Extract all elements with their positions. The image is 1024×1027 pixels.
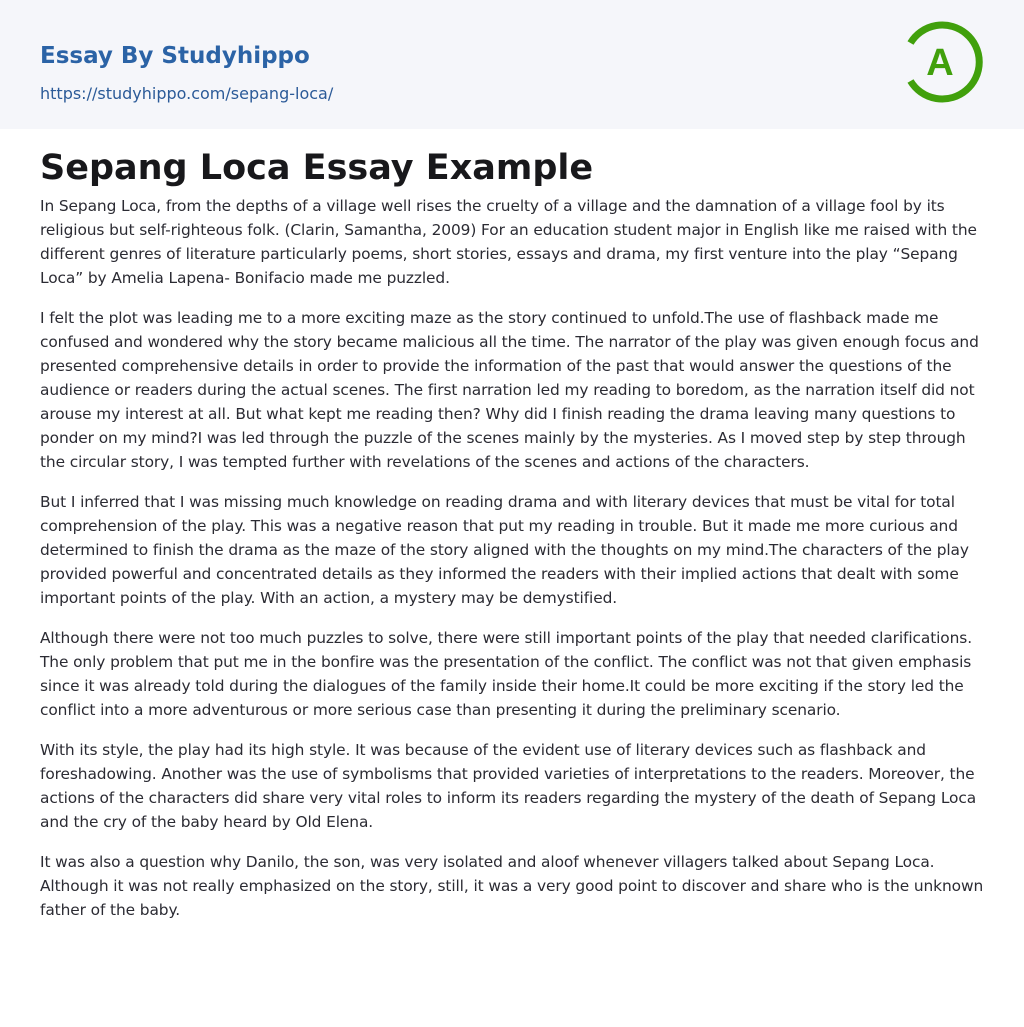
- site-title: Essay By Studyhippo: [40, 43, 310, 69]
- paragraph-2: I felt the plot was leading me to a more exciting maze as the story continued to unfold.The use of flashback made me confused and wondered why the story became malicious all the time. The narrator of the play was given enough focus and presented comprehensive details in order to provide the information of the past that would answer the questions of the audience or readers during the actual scenes. The first narration led my reading to boredom, as the narration itself did not arouse my interest at all. But what kept me reading then? Why did I finish reading the drama leaving many questions to ponder on my mind?I was led through the puzzle of the scenes mainly by the mysteries. As I moved step by step through the circular story, I was tempted further with revelations of the scenes and actions of the characters.: [40, 309, 979, 471]
- page-url-link[interactable]: https://studyhippo.com/sepang-loca/: [40, 84, 334, 103]
- paragraph-1: In Sepang Loca, from the depths of a village well rises the cruelty of a village and the damnation of a village fool by its religious but self-righteous folk. (Clarin, Samantha, 2009) For an education student major in English like me raised with the different genres of literature particularly poems, short stories, essays and drama, my first venture into the play “Sepang Loca” by Amelia Lapena- Bonifacio made me puzzled.: [40, 197, 977, 287]
- paragraph-5: With its style, the play had its high style. It was because of the evident use of literary devices such as flashback and foreshadowing. Another was the use of symbolisms that provided varieties of interpretations to the readers. Moreover, the actions of the characters did share very vital roles to inform its readers regarding the mystery of the death of Sepang Loca and the cry of the baby heard by Old Elena.: [40, 741, 977, 831]
- paragraph-4: Although there were not too much puzzles to solve, there were still important points of the play that needed clarifications. The only problem that put me in the bonfire was the presentation of the conflict. The conflict was not that given emphasis since it was already told during the dialogues of the family inside their home.It could be more exciting if the story led the conflict into a more adventurous or more serious case than presenting it during the preliminary scenario.: [40, 629, 972, 719]
- logo-letter: A: [926, 42, 954, 84]
- article-body: [40, 194, 990, 938]
- studyhippo-logo-icon[interactable]: [902, 20, 986, 104]
- paragraph-6: It was also a question why Danilo, the son, was very isolated and aloof whenever villagers talked about Sepang Loca. Although it was not really emphasized on the story, still, it was a very good point to discover and share who is the unknown father of the baby.: [40, 853, 984, 919]
- page-title: Sepang Loca Essay Example: [40, 148, 594, 188]
- paragraph-3: But I inferred that I was missing much knowledge on reading drama and with literary devices that must be vital for total comprehension of the play. This was a negative reason that put my reading in trouble. But it made me more curious and determined to finish the drama as the maze of the story aligned with the thoughts on my mind.The characters of the play provided powerful and concentrated details as they informed the readers with their implied actions that dealt with some important points of the play. With an action, a mystery may be demystified.: [40, 493, 969, 607]
